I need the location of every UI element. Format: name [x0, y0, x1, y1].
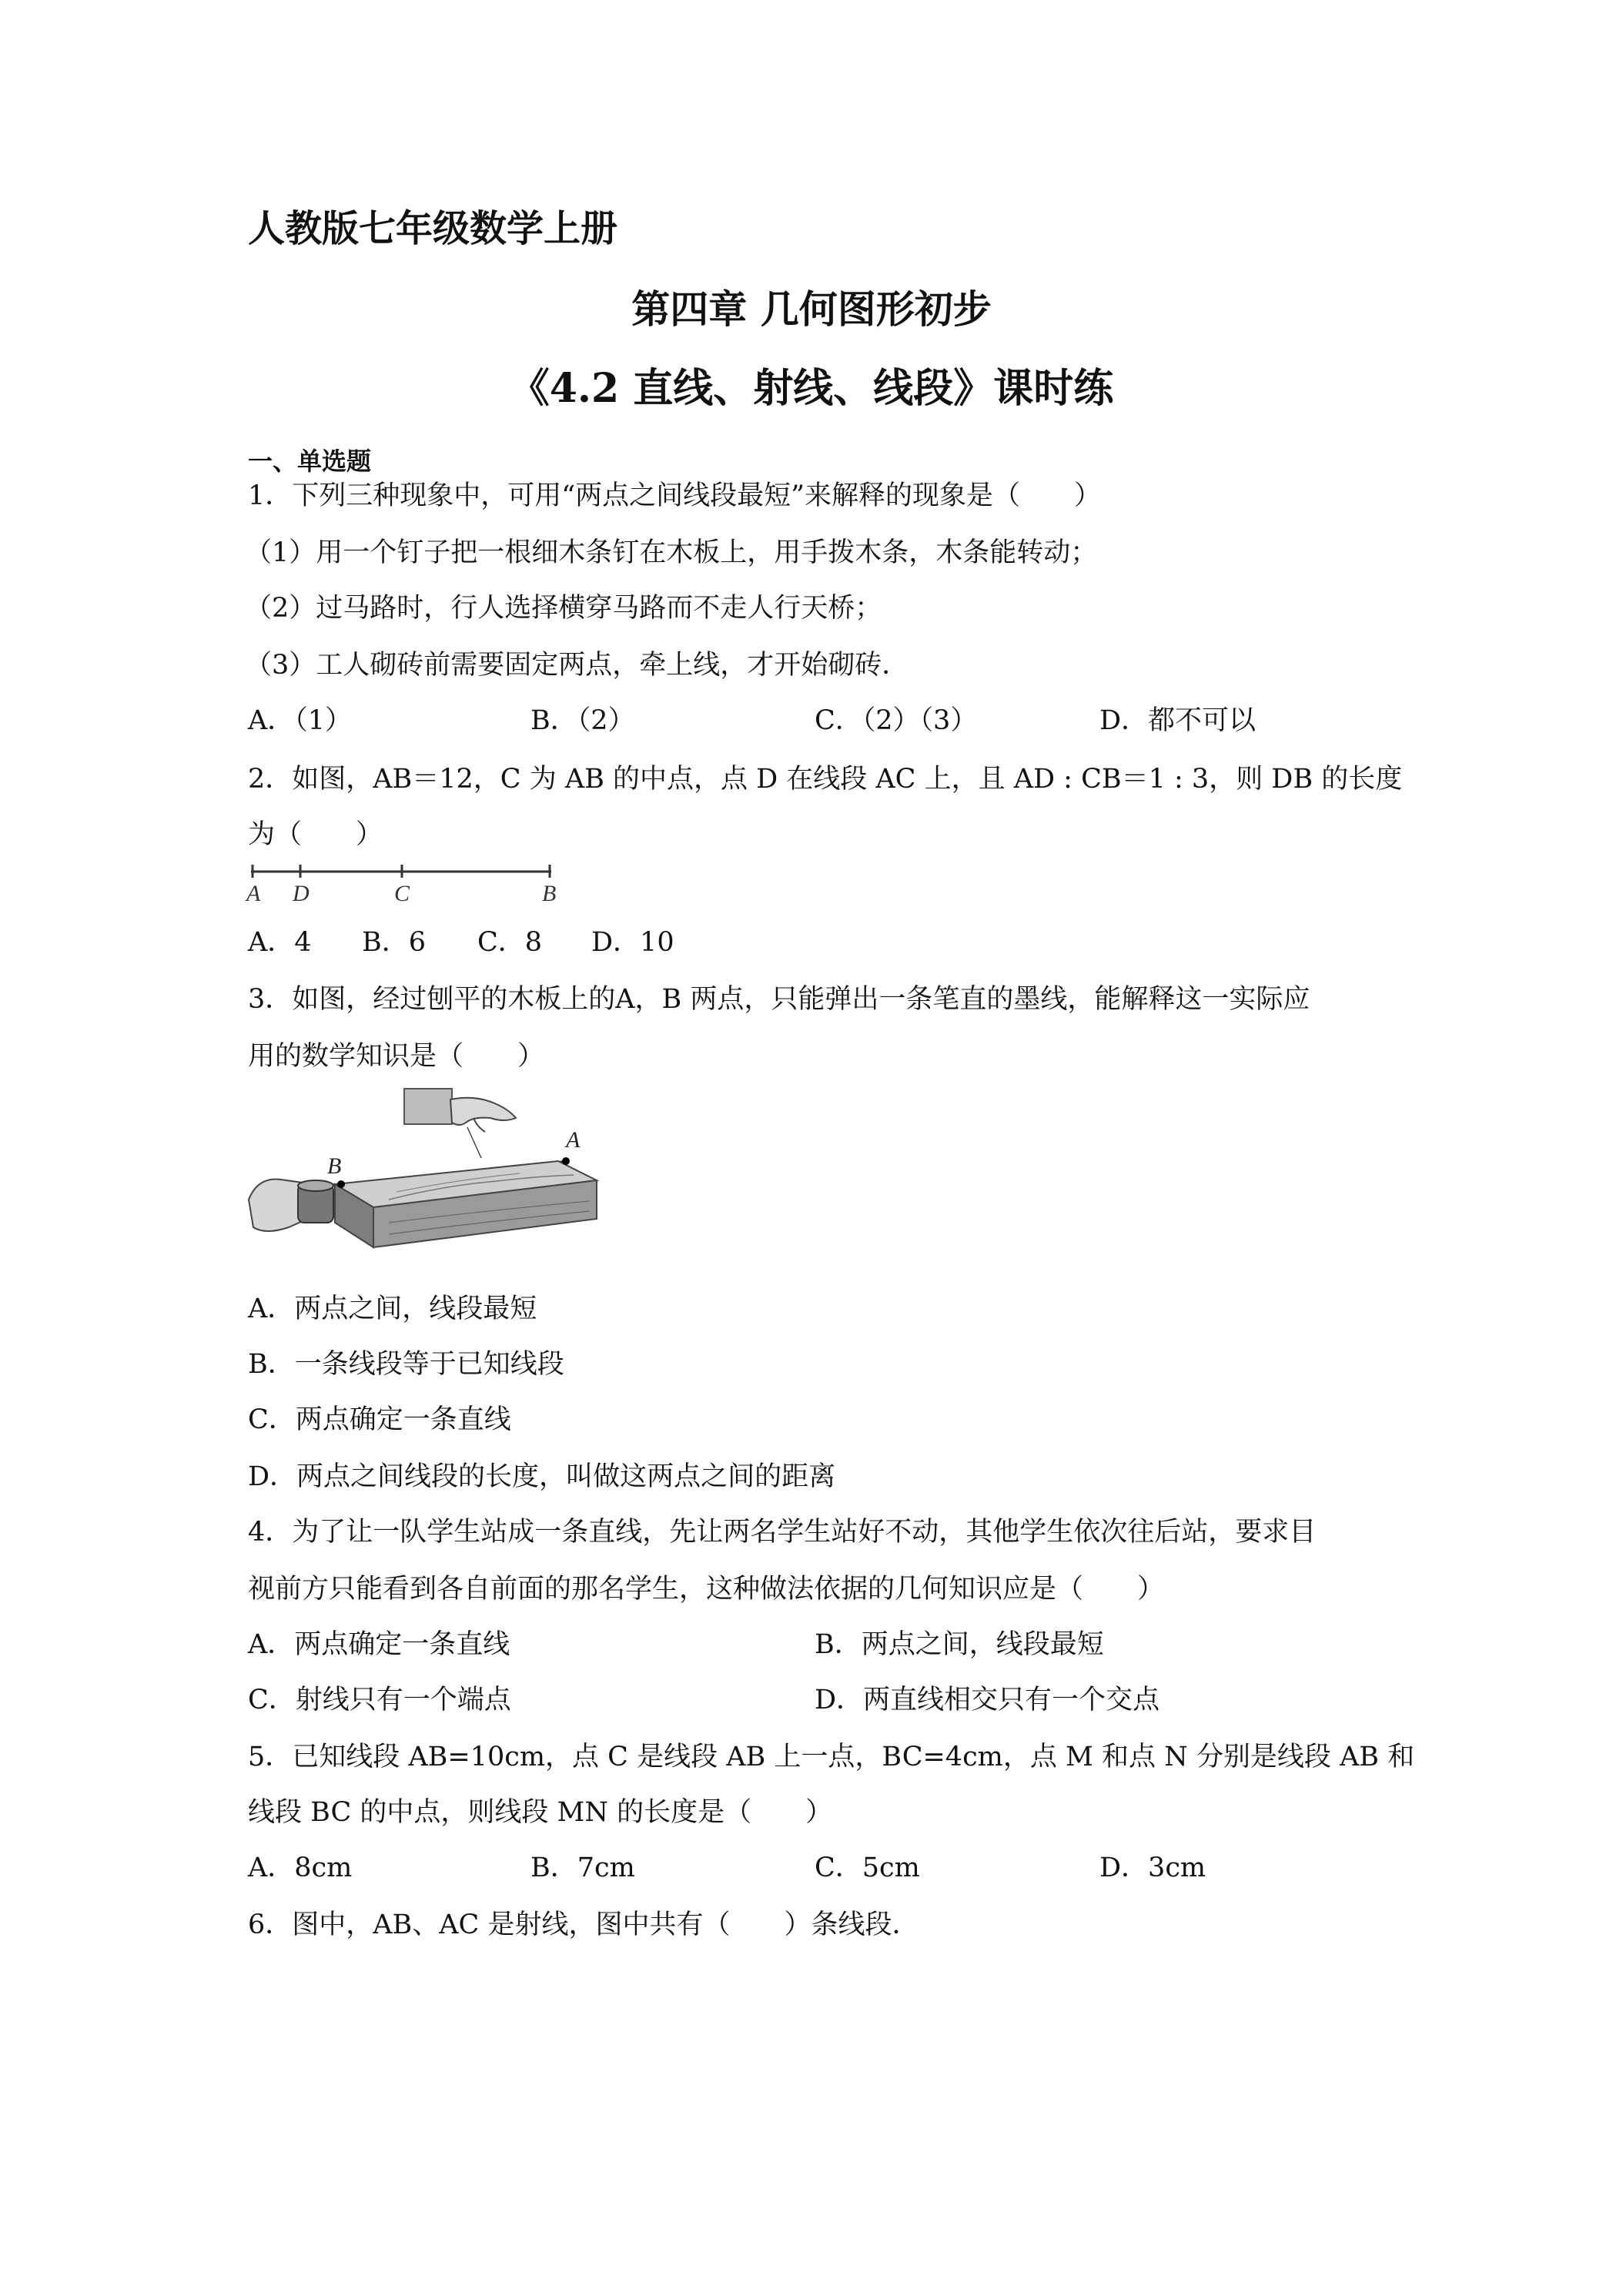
q3-option-a[interactable]: A．两点之间，线段最短 — [248, 1294, 537, 1324]
q2-option-b[interactable]: B．6 — [362, 927, 426, 958]
q5-stem-line-2: 线段 BC 的中点，则线段 MN 的长度是（ ） — [248, 1797, 833, 1828]
q5-option-a[interactable]: A．8cm — [248, 1853, 353, 1883]
q2-stem-line-2: 为（ ） — [248, 819, 383, 850]
q5-option-c[interactable]: C．5cm — [815, 1853, 920, 1883]
q4-option-a[interactable]: A．两点确定一条直线 — [248, 1629, 510, 1660]
section-heading: 一、单选题 — [248, 447, 372, 476]
q1-stem: 1．下列三种现象中，可用“两点之间线段最短”来解释的现象是（ ） — [248, 480, 1102, 511]
chapter-title: 第四章 几何图形初步 — [631, 286, 992, 332]
q1-option-b[interactable]: B．（2） — [530, 705, 635, 736]
q5-option-d[interactable]: D．3cm — [1099, 1853, 1206, 1883]
q2-option-c[interactable]: C．8 — [477, 927, 543, 958]
q3-option-c[interactable]: C．两点确定一条直线 — [248, 1404, 511, 1435]
ink-pot-hand-illustration — [249, 1180, 333, 1231]
label-b: B — [327, 1153, 342, 1179]
label-a: A — [566, 1127, 581, 1153]
q3-carpentry-figure — [243, 1084, 604, 1269]
q1-option-a[interactable]: A．（1） — [248, 705, 353, 736]
label-c: C — [394, 881, 410, 906]
point-a — [562, 1157, 570, 1165]
q6-stem: 6．图中，AB、AC 是射线，图中共有（ ）条线段． — [248, 1909, 919, 1940]
q2-stem-line-1: 2．如图，AB＝12，C 为 AB 的中点，点 D 在线段 AC 上，且 AD : CB＝1 : 3，则 DB 的长度 — [248, 764, 1403, 795]
wood-board-illustration — [335, 1161, 597, 1247]
q5-option-b[interactable]: B．7cm — [530, 1853, 635, 1883]
series-title: 人教版七年级数学上册 — [248, 207, 618, 250]
q3-stem-line-2: 用的数学知识是（ ） — [248, 1041, 545, 1072]
label-b: B — [542, 881, 557, 906]
q5-stem-line-1: 5．已知线段 AB=10cm，点 C 是线段 AB 上一点，BC=4cm，点 M 和点 N 分别是线段 AB 和 — [248, 1742, 1415, 1772]
q4-option-b[interactable]: B．两点之间，线段最短 — [815, 1629, 1104, 1660]
q4-stem-line-2: 视前方只能看到各自前面的那名学生，这种做法依据的几何知识应是（ ） — [248, 1574, 1165, 1605]
q1-option-c[interactable]: C．（2）（3） — [815, 705, 978, 736]
q3-option-d[interactable]: D．两点之间线段的长度，叫做这两点之间的距离 — [248, 1461, 836, 1492]
label-d: D — [293, 881, 310, 906]
q2-option-a[interactable]: A．4 — [248, 927, 312, 958]
q3-option-b[interactable]: B．一条线段等于已知线段 — [248, 1349, 564, 1380]
label-a: A — [246, 881, 261, 906]
q1-item-1: （1）用一个钉子把一根细木条钉在木板上，用手拨木条，木条能转动； — [245, 537, 1098, 568]
q1-option-d[interactable]: D．都不可以 — [1099, 705, 1257, 736]
q2-segment-figure — [245, 861, 561, 907]
q2-option-d[interactable]: D．10 — [591, 927, 674, 958]
q4-option-d[interactable]: D．两直线相交只有一个交点 — [815, 1685, 1160, 1715]
q4-option-c[interactable]: C．射线只有一个端点 — [248, 1685, 511, 1715]
upper-hand-illustration — [404, 1089, 516, 1132]
lesson-title: 《4.2 直线、射线、线段》课时练 — [509, 365, 1114, 412]
q4-stem-line-1: 4．为了让一队学生站成一条直线，先让两名学生站好不动，其他学生依次往后站，要求目 — [248, 1517, 1317, 1548]
q3-stem-line-1: 3．如图，经过刨平的木板上的A，B 两点，只能弹出一条笔直的墨线，能解释这一实际应 — [248, 984, 1310, 1015]
q1-item-3: （3）工人砌砖前需要固定两点，牵上线，才开始砌砖． — [245, 650, 909, 681]
point-b — [337, 1180, 345, 1188]
q1-item-2: （2）过马路时，行人选择横穿马路而不走人行天桥； — [245, 593, 882, 624]
